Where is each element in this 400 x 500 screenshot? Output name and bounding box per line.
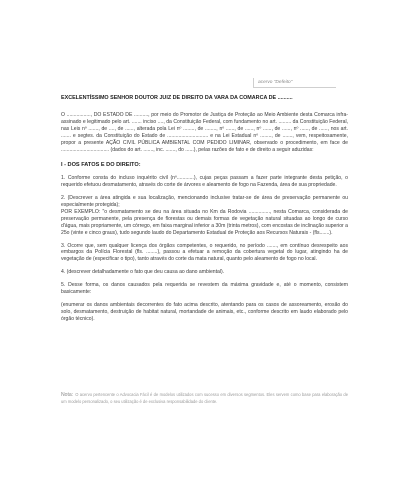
intro-paragraph: O ................., DO ESTADO DE .........., por meio do Promotor de Justiça de Proteção ao Meio Ambiente desta Comarca infra-assinado e legitimado pelo art. ....... inciso ...., da Constituição Federal, com fundamento no art. ......... da Constituição Federal, nas Leis nº ......., de ...., de ......, alterada pola Lei nº ........, de ........, nº ......, de ......, nº ......, de ......, nº ......, de ......, nos art. ....... e segtes. da Constituição do Estado de ............................. e na Lei Estadual nº ........, de ......., vem, respeitosamente, propor a presente AÇÃO CIVIL PÚBLICA AMBIENTAL COM PEDIDO LIMINAR, observado o procedimento, em face de .................................. (dados do art. ......., inc. ......., do ......), pelas razões de fato e de direito a seguir aduzidas:: [61, 112, 348, 153]
footer-note: [61, 392, 348, 404]
paragraph-2-example: POR EXEMPLO: "o desmatamento se deu na área situada no Km da Rodovia ..............., nesta Comarca, considerada de preservação permanente, pela presença de florestas ou demais formas de vegetação natural situadas ao longo de curso d'água, mais propriamente, um córrego, em faixa marginal inferior a 30m (trinta metros), com encostas de inclinação superior a 25o (vinte e cinco graus), tudo segundo laudo do Departamento Estadual de Proteção aos Recursos Naturais - (fls.......).: [61, 208, 348, 236]
paragraph-5: 5. Desse forma, os danos causados pela requerida se revestem da máxima gravidade e, até o momento, consistem basicamente:: [61, 282, 348, 296]
note-label: Nota:: [61, 392, 74, 398]
collection-tag: acervo "Defeito": [253, 78, 336, 88]
paragraph-4: 4. (descrever detalhadamente o fato que deu causa ao dano ambiental).: [61, 269, 225, 276]
petition-heading: EXCELENTÍSSIMO SENHOR DOUTOR JUIZ DE DIREITO DA VARA DA COMARCA DE ..........: [61, 95, 293, 101]
paragraph-2: 2. (Descrever a área atingida e sua localização, mencionando inclusive tratar-se de área de preservação permanente ou especialmente protegida);: [61, 195, 348, 208]
paragraph-3: 3. Ocorre que, sem qualquer licença dos órgãos competentes, o requerido, no período ......., em contínuo desrespeito aos embargos da Polícia Florestal (fls. ........), passou a efetuar a remoção da cobertura vegetal do lugar, atingindo ha de vegetação de (especificar o tipo), tanto através do corte da mata natural, quanto pelo aleamento de fogo no local.: [61, 242, 348, 263]
petition-body: [61, 95, 348, 329]
paragraph-1: 1. Conforme consta do incluso inquérito civil (nº............), cujas peças passam a fazer parte integrante desta petição, o requerido efetuou desmatamento, através do corte de árvores e aleamento de fogo na Fazenda, área de sua propriedade.: [61, 175, 348, 189]
note-text: O acervo pertencente o Advocacia Fácil é de modelos utilizados com sucesso em diversos segmentos. Eles servem como base para elaboração de um modelo personalizado, o seu utilização é de exclusiva responsabilidade do cliente.: [61, 392, 348, 404]
paragraph-6: (enumerar os danos ambientais decorrentes do fato acima descrito, atentando para os casos de assoreamento, erosão do solo, desmatamento, destruição de habitat natural, mortandade de animais, etc., conforme descrito em laudo elaborado pelo órgão técnico).: [61, 301, 348, 322]
section-title: I - DOS FATOS E DO DIREITO:: [61, 161, 141, 168]
